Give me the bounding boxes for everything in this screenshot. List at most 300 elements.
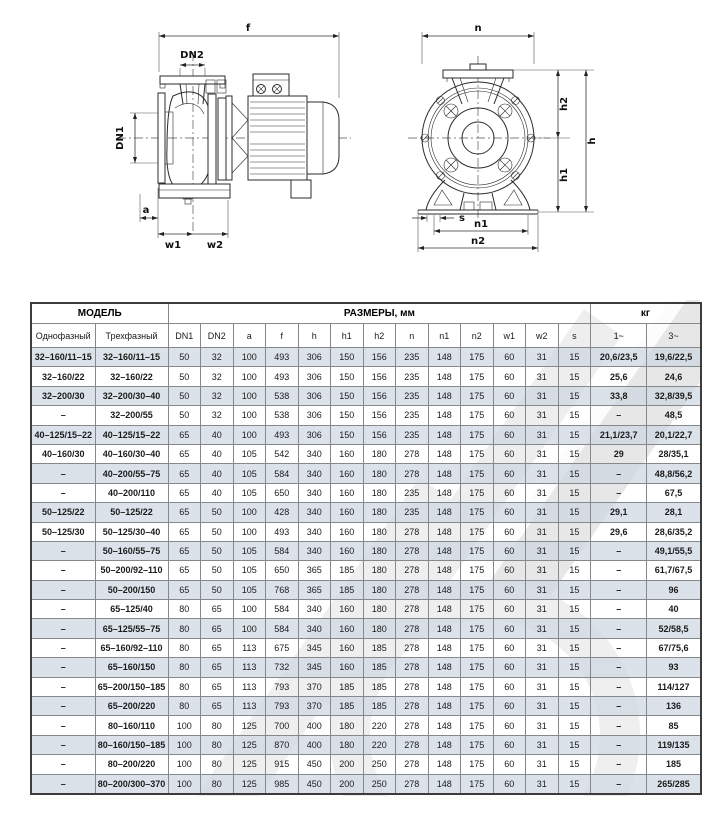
dimension-cell: 105 bbox=[233, 541, 266, 560]
dimension-cell: 160 bbox=[331, 600, 364, 619]
dimension-cell: 15 bbox=[558, 522, 591, 541]
dimension-cell: 278 bbox=[396, 638, 429, 657]
dimension-cell: 160 bbox=[331, 638, 364, 657]
dimension-cell: 150 bbox=[331, 367, 364, 386]
dimension-cell: 100 bbox=[233, 600, 266, 619]
dimension-cell: 100 bbox=[233, 367, 266, 386]
dimension-cell: 148 bbox=[428, 638, 461, 657]
dimension-cell: 31 bbox=[526, 638, 559, 657]
dimension-cell: 15 bbox=[558, 697, 591, 716]
dimension-cell: 105 bbox=[233, 561, 266, 580]
dimension-cell: 15 bbox=[558, 755, 591, 774]
table-row bbox=[31, 774, 701, 794]
dimension-cell: 15 bbox=[558, 600, 591, 619]
dimension-cell: 148 bbox=[428, 658, 461, 677]
model-cell: 65–125/55–75 bbox=[95, 619, 168, 638]
weight-cell: – bbox=[591, 638, 647, 657]
dimension-cell: 180 bbox=[363, 541, 396, 560]
pump-side-view-drawing bbox=[95, 8, 395, 270]
weight-cell: 28,6/35,2 bbox=[647, 522, 701, 541]
dimension-cell: 32 bbox=[201, 386, 234, 405]
dimension-cell: 148 bbox=[428, 503, 461, 522]
model-cell: – bbox=[31, 580, 95, 599]
col-n1: n1 bbox=[428, 324, 461, 348]
dimension-cell: 60 bbox=[493, 677, 526, 696]
dimension-cell: 31 bbox=[526, 658, 559, 677]
weight-cell: 119/135 bbox=[647, 735, 701, 754]
weight-cell: 19,6/22,5 bbox=[647, 348, 701, 367]
dimension-cell: 60 bbox=[493, 716, 526, 735]
weight-cell: 25,6 bbox=[591, 367, 647, 386]
dimension-cell: 156 bbox=[363, 425, 396, 444]
dimension-cell: 150 bbox=[331, 348, 364, 367]
dimension-cell: 278 bbox=[396, 716, 429, 735]
dimension-cell: 60 bbox=[493, 464, 526, 483]
dimension-cell: 985 bbox=[266, 774, 299, 794]
dimension-cell: 31 bbox=[526, 522, 559, 541]
dimension-cell: 180 bbox=[363, 444, 396, 463]
model-cell: 80–160/110 bbox=[95, 716, 168, 735]
dimension-cell: 80 bbox=[168, 677, 201, 696]
dimension-cell: 60 bbox=[493, 425, 526, 444]
model-cell: 50–160/55–75 bbox=[95, 541, 168, 560]
dimension-cell: 235 bbox=[396, 348, 429, 367]
table-body bbox=[31, 348, 701, 794]
dimension-cell: 306 bbox=[298, 425, 331, 444]
dimension-cell: 175 bbox=[461, 406, 494, 425]
dimension-cell: 31 bbox=[526, 444, 559, 463]
dimension-cell: 15 bbox=[558, 561, 591, 580]
pump-base bbox=[159, 184, 230, 198]
model-cell: 50–200/150 bbox=[95, 580, 168, 599]
dimension-cell: 340 bbox=[298, 483, 331, 502]
dimension-cell: 100 bbox=[233, 406, 266, 425]
dimension-cell: 584 bbox=[266, 464, 299, 483]
dimension-cell: 160 bbox=[331, 619, 364, 638]
model-cell: 80–160/150–185 bbox=[95, 735, 168, 754]
dimension-cell: 15 bbox=[558, 503, 591, 522]
model-cell: – bbox=[31, 716, 95, 735]
dimension-cell: 65 bbox=[168, 522, 201, 541]
dimension-cell: 31 bbox=[526, 697, 559, 716]
dimension-cell: 80 bbox=[201, 716, 234, 735]
dimension-cell: 100 bbox=[168, 735, 201, 754]
model-cell: – bbox=[31, 406, 95, 425]
dimension-cell: 175 bbox=[461, 619, 494, 638]
model-cell: 32–200/30 bbox=[31, 386, 95, 405]
dimension-cell: 160 bbox=[331, 522, 364, 541]
dimension-cell: 175 bbox=[461, 348, 494, 367]
dimension-cell: 125 bbox=[233, 774, 266, 794]
dimension-cell: 175 bbox=[461, 580, 494, 599]
dimension-cell: 235 bbox=[396, 503, 429, 522]
weight-cell: 114/127 bbox=[647, 677, 701, 696]
model-cell: 50–125/30 bbox=[31, 522, 95, 541]
dimension-cell: 60 bbox=[493, 697, 526, 716]
dimension-cell: 100 bbox=[233, 522, 266, 541]
dimension-cell: 180 bbox=[363, 503, 396, 522]
dimension-cell: 278 bbox=[396, 580, 429, 599]
dimension-cell: 31 bbox=[526, 600, 559, 619]
dimension-cell: 148 bbox=[428, 425, 461, 444]
dimension-cell: 235 bbox=[396, 367, 429, 386]
column-header-row bbox=[31, 324, 701, 348]
dimension-cell: 340 bbox=[298, 541, 331, 560]
dimension-cell: 493 bbox=[266, 425, 299, 444]
dimension-cell: 15 bbox=[558, 386, 591, 405]
dimension-cell: 493 bbox=[266, 522, 299, 541]
col-dn1: DN1 bbox=[168, 324, 201, 348]
col-single-phase: Однофазный bbox=[31, 324, 95, 348]
model-cell: 65–200/220 bbox=[95, 697, 168, 716]
weight-cell: – bbox=[591, 735, 647, 754]
dimension-cell: 65 bbox=[168, 483, 201, 502]
a-dim-label: a bbox=[142, 205, 150, 216]
model-cell: 40–125/15–22 bbox=[95, 425, 168, 444]
h1-dim-label: h1 bbox=[559, 167, 570, 183]
model-cell: 40–200/55–75 bbox=[95, 464, 168, 483]
weight-cell: – bbox=[591, 619, 647, 638]
dimension-cell: 870 bbox=[266, 735, 299, 754]
dimension-cell: 175 bbox=[461, 503, 494, 522]
dimension-cell: 175 bbox=[461, 658, 494, 677]
dimension-cell: 175 bbox=[461, 638, 494, 657]
dimension-cell: 31 bbox=[526, 774, 559, 794]
dimension-cell: 450 bbox=[298, 774, 331, 794]
dimension-cell: 180 bbox=[363, 561, 396, 580]
dimension-cell: 60 bbox=[493, 367, 526, 386]
dimension-cell: 185 bbox=[363, 658, 396, 677]
dimension-cell: 105 bbox=[233, 483, 266, 502]
model-cell: 40–125/15–22 bbox=[31, 425, 95, 444]
dimension-cell: 50 bbox=[168, 367, 201, 386]
table-row bbox=[31, 541, 701, 560]
table-row bbox=[31, 406, 701, 425]
dimension-cell: 250 bbox=[363, 755, 396, 774]
dimension-cell: 31 bbox=[526, 348, 559, 367]
dimension-cell: 345 bbox=[298, 638, 331, 657]
model-cell: – bbox=[31, 464, 95, 483]
weight-cell: 33,8 bbox=[591, 386, 647, 405]
dimension-cell: 60 bbox=[493, 600, 526, 619]
dimension-cell: 175 bbox=[461, 367, 494, 386]
weight-cell: 49,1/55,5 bbox=[647, 541, 701, 560]
w2-dim-label: w2 bbox=[206, 240, 224, 251]
dimension-cell: 278 bbox=[396, 658, 429, 677]
weight-cell: 24,6 bbox=[647, 367, 701, 386]
table-row bbox=[31, 580, 701, 599]
s-dim-label: s bbox=[459, 213, 465, 224]
dimension-cell: 278 bbox=[396, 464, 429, 483]
pump-front-view-drawing bbox=[390, 8, 630, 270]
dimension-cell: 370 bbox=[298, 677, 331, 696]
table-row bbox=[31, 367, 701, 386]
table-row bbox=[31, 677, 701, 696]
weight-cell: 28/35,1 bbox=[647, 444, 701, 463]
dimension-cell: 148 bbox=[428, 386, 461, 405]
dimension-cell: 32 bbox=[201, 406, 234, 425]
weight-cell: 136 bbox=[647, 697, 701, 716]
dimension-cell: 180 bbox=[331, 735, 364, 754]
table-row bbox=[31, 561, 701, 580]
dimension-cell: 15 bbox=[558, 348, 591, 367]
dimension-cell: 65 bbox=[168, 425, 201, 444]
dimension-cell: 278 bbox=[396, 755, 429, 774]
dimension-cell: 148 bbox=[428, 735, 461, 754]
a-dimension bbox=[140, 188, 158, 238]
dimension-cell: 180 bbox=[363, 464, 396, 483]
dimension-cell: 148 bbox=[428, 348, 461, 367]
dimension-cell: 175 bbox=[461, 600, 494, 619]
motor bbox=[248, 74, 339, 198]
dimension-cell: 793 bbox=[266, 697, 299, 716]
dimension-cell: 538 bbox=[266, 406, 299, 425]
dimension-cell: 150 bbox=[331, 406, 364, 425]
dimension-cell: 340 bbox=[298, 503, 331, 522]
dimension-cell: 493 bbox=[266, 367, 299, 386]
dimension-cell: 175 bbox=[461, 735, 494, 754]
dimension-cell: 148 bbox=[428, 561, 461, 580]
table-row bbox=[31, 716, 701, 735]
dimension-cell: 156 bbox=[363, 348, 396, 367]
table-row bbox=[31, 425, 701, 444]
dimension-cell: 278 bbox=[396, 774, 429, 794]
dimension-cell: 50 bbox=[168, 348, 201, 367]
dimension-cell: 60 bbox=[493, 580, 526, 599]
dimension-cell: 31 bbox=[526, 677, 559, 696]
weight-cell: – bbox=[591, 774, 647, 794]
dimension-cell: 148 bbox=[428, 755, 461, 774]
weight-cell: 93 bbox=[647, 658, 701, 677]
dimension-cell: 156 bbox=[363, 406, 396, 425]
weight-cell: 28,1 bbox=[647, 503, 701, 522]
adapter-lantern bbox=[206, 80, 248, 198]
dimension-cell: 450 bbox=[298, 755, 331, 774]
dimension-cell: 365 bbox=[298, 561, 331, 580]
dimension-cell: 306 bbox=[298, 386, 331, 405]
dimension-cell: 156 bbox=[363, 367, 396, 386]
dimensions-table bbox=[30, 302, 702, 795]
dimension-cell: 400 bbox=[298, 735, 331, 754]
weight-cell: 265/285 bbox=[647, 774, 701, 794]
dimension-cell: 148 bbox=[428, 697, 461, 716]
dimension-cell: 180 bbox=[363, 600, 396, 619]
dimension-cell: 40 bbox=[201, 464, 234, 483]
table-row bbox=[31, 444, 701, 463]
dimension-cell: 235 bbox=[396, 425, 429, 444]
dimension-cell: 584 bbox=[266, 541, 299, 560]
dimension-cell: 340 bbox=[298, 444, 331, 463]
dimension-cell: 150 bbox=[331, 386, 364, 405]
group-header-row bbox=[31, 303, 701, 324]
dimension-cell: 584 bbox=[266, 619, 299, 638]
table-row bbox=[31, 522, 701, 541]
dimension-cell: 100 bbox=[233, 348, 266, 367]
weight-cell: 20,1/22,7 bbox=[647, 425, 701, 444]
base-dimensions bbox=[412, 213, 538, 252]
weight-cell: 61,7/67,5 bbox=[647, 561, 701, 580]
dimension-cell: 15 bbox=[558, 638, 591, 657]
dimension-cell: 15 bbox=[558, 541, 591, 560]
weight-cell: – bbox=[591, 677, 647, 696]
dimension-cell: 148 bbox=[428, 619, 461, 638]
dimension-cell: 278 bbox=[396, 541, 429, 560]
dimension-cell: 60 bbox=[493, 619, 526, 638]
dimension-cell: 340 bbox=[298, 522, 331, 541]
dimension-cell: 31 bbox=[526, 716, 559, 735]
weight-cell: 29 bbox=[591, 444, 647, 463]
weight-cell: – bbox=[591, 658, 647, 677]
dimension-cell: 175 bbox=[461, 755, 494, 774]
weight-cell: 67,5 bbox=[647, 483, 701, 502]
w1-dim-label: w1 bbox=[164, 240, 182, 251]
motor-foot bbox=[291, 180, 311, 198]
dimension-cell: 31 bbox=[526, 406, 559, 425]
dimension-cell: 32 bbox=[201, 348, 234, 367]
dimension-cell: 15 bbox=[558, 483, 591, 502]
dimension-cell: 175 bbox=[461, 425, 494, 444]
table-row bbox=[31, 619, 701, 638]
dimension-cell: 175 bbox=[461, 697, 494, 716]
col-h1: h1 bbox=[331, 324, 364, 348]
dimension-cell: 185 bbox=[363, 697, 396, 716]
dimension-cell: 428 bbox=[266, 503, 299, 522]
dimension-cell: 100 bbox=[233, 503, 266, 522]
model-cell: – bbox=[31, 658, 95, 677]
weight-cell: – bbox=[591, 697, 647, 716]
col-f: f bbox=[266, 324, 299, 348]
dimension-cell: 105 bbox=[233, 580, 266, 599]
model-cell: 50–125/30–40 bbox=[95, 522, 168, 541]
dimension-cell: 65 bbox=[168, 444, 201, 463]
dn2-dimension bbox=[180, 50, 205, 76]
dimension-cell: 113 bbox=[233, 677, 266, 696]
dimension-cell: 60 bbox=[493, 735, 526, 754]
dimension-cell: 65 bbox=[168, 541, 201, 560]
screw-icon bbox=[273, 85, 282, 94]
model-cell: 65–160/92–110 bbox=[95, 638, 168, 657]
dimension-cell: 15 bbox=[558, 406, 591, 425]
dimension-cell: 60 bbox=[493, 638, 526, 657]
dimension-cell: 220 bbox=[363, 716, 396, 735]
n1-dim-label: n1 bbox=[473, 219, 489, 230]
col-a: a bbox=[233, 324, 266, 348]
dimension-cell: 31 bbox=[526, 503, 559, 522]
dimension-cell: 80 bbox=[168, 638, 201, 657]
dimension-cell: 160 bbox=[331, 444, 364, 463]
dimension-cell: 40 bbox=[201, 425, 234, 444]
weight-cell: – bbox=[591, 464, 647, 483]
n2-dim-label: n2 bbox=[470, 236, 486, 247]
table-row bbox=[31, 600, 701, 619]
dimension-cell: 768 bbox=[266, 580, 299, 599]
h2-dim-label: h2 bbox=[559, 96, 570, 112]
col-s: s bbox=[558, 324, 591, 348]
weight-cell: 67/75,6 bbox=[647, 638, 701, 657]
dimension-cell: 175 bbox=[461, 541, 494, 560]
f-dim-label: f bbox=[245, 23, 251, 34]
dimension-cell: 185 bbox=[363, 677, 396, 696]
table-row bbox=[31, 483, 701, 502]
dimension-cell: 113 bbox=[233, 638, 266, 657]
dimension-cell: 50 bbox=[201, 561, 234, 580]
dimension-cell: 148 bbox=[428, 716, 461, 735]
dimension-cell: 60 bbox=[493, 561, 526, 580]
dimension-cell: 31 bbox=[526, 483, 559, 502]
dimension-cell: 60 bbox=[493, 386, 526, 405]
model-cell: 50–125/22 bbox=[95, 503, 168, 522]
model-cell: – bbox=[31, 735, 95, 754]
weight-cell: 40 bbox=[647, 600, 701, 619]
model-cell: – bbox=[31, 697, 95, 716]
table-row bbox=[31, 386, 701, 405]
dimension-cell: 160 bbox=[331, 541, 364, 560]
weight-cell: – bbox=[591, 561, 647, 580]
dimension-cell: 732 bbox=[266, 658, 299, 677]
weight-cell: – bbox=[591, 406, 647, 425]
col-dn2: DN2 bbox=[201, 324, 234, 348]
dimension-cell: 15 bbox=[558, 774, 591, 794]
dimension-cell: 493 bbox=[266, 348, 299, 367]
dimension-cell: 365 bbox=[298, 580, 331, 599]
dimension-cell: 306 bbox=[298, 406, 331, 425]
dimension-cell: 175 bbox=[461, 444, 494, 463]
weight-cell: 29,1 bbox=[591, 503, 647, 522]
weight-cell: 96 bbox=[647, 580, 701, 599]
dimension-cell: 175 bbox=[461, 483, 494, 502]
dimension-cell: 148 bbox=[428, 444, 461, 463]
dimension-cell: 113 bbox=[233, 658, 266, 677]
dimension-cell: 340 bbox=[298, 464, 331, 483]
dimension-cell: 175 bbox=[461, 522, 494, 541]
dimension-cell: 15 bbox=[558, 464, 591, 483]
dimension-cell: 160 bbox=[331, 483, 364, 502]
dimension-cell: 100 bbox=[233, 425, 266, 444]
dimension-cell: 60 bbox=[493, 522, 526, 541]
dimension-cell: 160 bbox=[331, 503, 364, 522]
dimension-cell: 65 bbox=[201, 638, 234, 657]
model-cell: – bbox=[31, 541, 95, 560]
table-row bbox=[31, 697, 701, 716]
dimension-cell: 650 bbox=[266, 483, 299, 502]
dimension-cell: 31 bbox=[526, 580, 559, 599]
dimension-cell: 250 bbox=[363, 774, 396, 794]
weight-cell: – bbox=[591, 600, 647, 619]
dimension-cell: 125 bbox=[233, 735, 266, 754]
dimension-cell: 793 bbox=[266, 677, 299, 696]
weight-cell: 52/58,5 bbox=[647, 619, 701, 638]
dimension-cell: 15 bbox=[558, 619, 591, 638]
dimension-cell: 148 bbox=[428, 483, 461, 502]
model-cell: – bbox=[31, 677, 95, 696]
dimension-cell: 125 bbox=[233, 716, 266, 735]
model-cell: 50–125/22 bbox=[31, 503, 95, 522]
weight-cell: 85 bbox=[647, 716, 701, 735]
dimension-cell: 100 bbox=[168, 774, 201, 794]
table-row bbox=[31, 755, 701, 774]
model-cell: – bbox=[31, 483, 95, 502]
dimension-cell: 278 bbox=[396, 522, 429, 541]
dimension-cell: 15 bbox=[558, 580, 591, 599]
h-dim-label: h bbox=[587, 137, 598, 145]
dimension-cell: 278 bbox=[396, 444, 429, 463]
model-cell: – bbox=[31, 561, 95, 580]
dimension-cell: 60 bbox=[493, 483, 526, 502]
dimension-cell: 148 bbox=[428, 677, 461, 696]
table-row bbox=[31, 638, 701, 657]
dimension-cell: 15 bbox=[558, 658, 591, 677]
header-model-group: МОДЕЛЬ bbox=[31, 303, 168, 324]
